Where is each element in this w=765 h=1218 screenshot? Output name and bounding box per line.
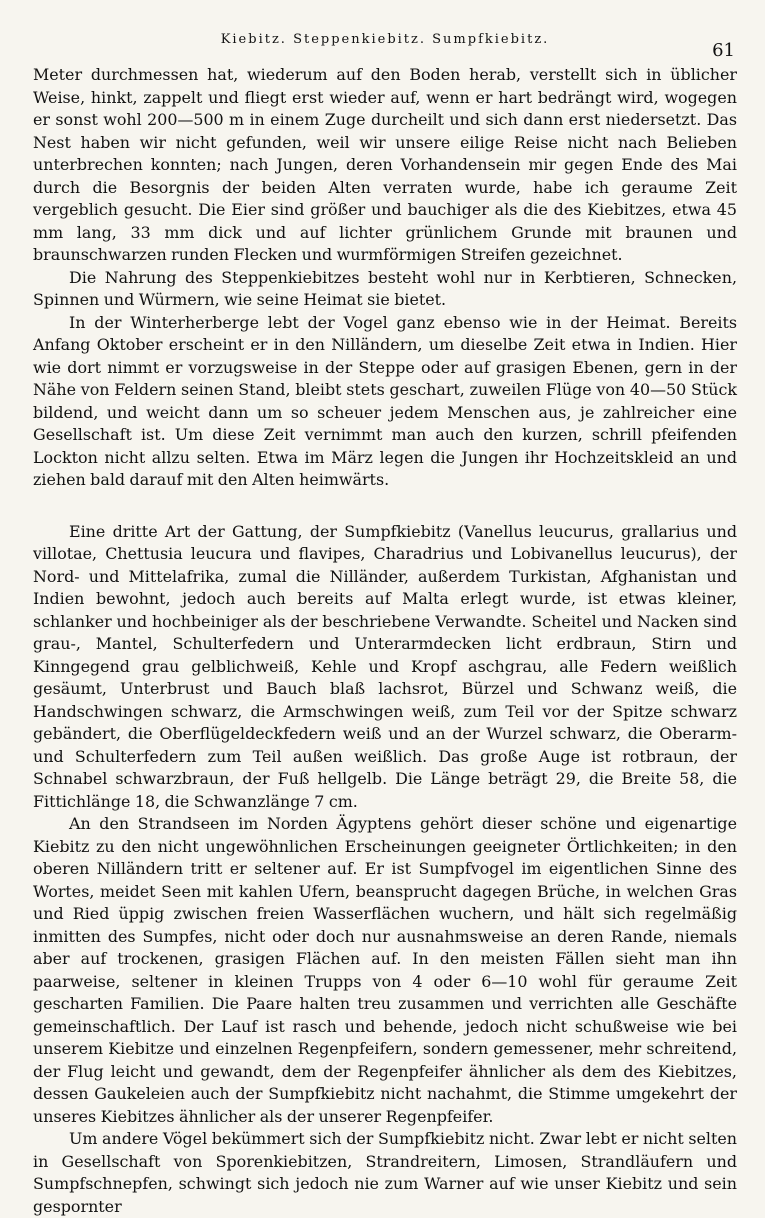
- paragraph-sumpfkiebitz-description: Eine dritte Art der Gattung, der Sumpfkiebitz (Vanellus leucurus, grallarius und villotae, Chettusia leucura und flavipes, Charadrius und Lobivanellus leucurus), der Nord- und Mittelafrika, zumal die Nilländer, außerdem Turkistan, Afghanistan und Indien bewohnt, jedoch auch bereits auf Malta erlegt wurde, ist etwas kleiner, schlanker und hochbeiniger als der beschriebene Verwandte. Scheitel und Nacken sind grau-, Mantel, Schulterfedern und Unterarmdecken licht erdbraun, Stirn und Kinngegend grau gelblichweiß, Kehle und Kropf aschgrau, alle Federn weißlich gesäumt, Unterbrust und Bauch blaß lachsrot, Bürzel und Schwanz weiß, die Handschwingen schwarz, die Armschwingen weiß, zum Teil vor der Spitze schwarz gebändert, die Oberflügeldeckfedern weiß und an der Wurzel schwarz, die Oberarm- und Schulterfedern zum Teil außen weißlich. Das große Auge ist rotbraun, der Schnabel schwarzbraun, der Fuß hellgelb. Die Länge beträgt 29, die Breite 58, die Fittichlänge 18, die Schwanzlänge 7 cm.: [33, 521, 737, 811]
- paragraph-winterherberge: In der Winterherberge lebt der Vogel ganz ebenso wie in der Heimat. Bereits Anfang Oktober erscheint er in den Nilländern, um dieselbe Zeit etwa in Indien. Hier wie dort nimmt er vorzugsweise in der Steppe oder auf grasigen Ebenen, gern in der Nähe von Feldern seinen Stand, bleibt stets geschart, zuweilen Flüge von 40—50 Stück bildend, und weicht dann um so scheuer jedem Menschen aus, je zahlreicher eine Gesellschaft ist. Um diese Zeit vernimmt man auch den kurzen, schrill pfeifenden Lockton nicht allzu selten. Etwa im März legen die Jungen ihr Hochzeitskleid an und ziehen bald darauf mit den Alten heimwärts.: [33, 312, 737, 489]
- page-header: [33, 0, 737, 64]
- paragraph-sumpfkiebitz-habitat: An den Strandseen im Norden Ägyptens gehört dieser schöne und eigenartige Kiebitz zu den nicht ungewöhnlichen Erscheinungen geeigneter Örtlichkeiten; in den oberen Nilländern tritt er seltener auf. Er ist Sumpfvogel im eigentlichen Sinne des Wortes, meidet Seen mit kahlen Ufern, beansprucht dagegen Brüche, in welchen Gras und Ried üppig zwischen freien Wasserflächen wuchern, und hält sich regelmäßig inmitten des Sumpfes, nicht oder doch nur ausnahmsweise an deren Rande, niemals aber auf trockenen, grasigen Flächen auf. In den meisten Fällen sieht man ihn paarweise, seltener in kleinen Trupps von 4 oder 6—10 wohl für geraume Zeit gescharten Familien. Die Paare halten treu zusammen und verrichten alle Geschäfte gemeinschaftlich. Der Lauf ist rasch und behende, jedoch nicht schußweise wie bei unserem Kiebitze und einzelnen Regenpfeifern, sondern gemessener, mehr schreitend, der Flug leicht und gewandt, dem der Regenpfeifer ähnlicher als dem des Kiebitzes, dessen Gaukeleien auch der Sumpfkiebitz nicht nachahmt, die Stimme umgekehrt der unseres Kiebitzes ähnlicher als der unserer Regenpfeifer.: [33, 814, 737, 1126]
- section-gap: [33, 492, 737, 521]
- paragraph-nahrung: Die Nahrung des Steppenkiebitzes besteht wohl nur in Kerbtieren, Schnecken, Spinnen und Würmern, wie seine Heimat sie bietet.: [33, 267, 737, 309]
- paragraph-sumpfkiebitz-behavior: Um andere Vögel bekümmert sich der Sumpfkiebitz nicht. Zwar lebt er nicht selten in Gesellschaft von Sporenkiebitzen, Strandreitern, Limosen, Strandläufern und Sumpfschnepfen, schwingt sich jedoch nie zum Warner auf wie unser Kiebitz und sein gespornter: [33, 1129, 737, 1216]
- body-text: [33, 64, 737, 1218]
- paragraph-continued: Meter durchmessen hat, wiederum auf den Boden herab, verstellt sich in üblicher Weise, hinkt, zappelt und fliegt erst wieder auf, wenn er hart bedrängt wird, wogegen er sonst wohl 200—500 m in einem Zuge durcheilt und sich dann erst niedersetzt. Das Nest haben wir nicht gefunden, weil wir unsere eilige Reise nicht nach Belieben unterbrechen konnten; nach Jungen, deren Vorhandensein mir gegen Ende des Mai durch die Besorgnis der beiden Alten verraten wurde, habe ich geraume Zeit vergeblich gesucht. Die Eier sind größer und bauchiger als die des Kiebitzes, etwa 45 mm lang, 33 mm dick und auf lichter grünlichem Grunde mit braunen und braunschwarzen runden Flecken und wurmförmigen Streifen gezeichnet.: [33, 65, 737, 264]
- page-number: 61: [712, 40, 735, 61]
- running-head: Kiebitz. Steppenkiebitz. Sumpfkiebitz.: [220, 32, 550, 47]
